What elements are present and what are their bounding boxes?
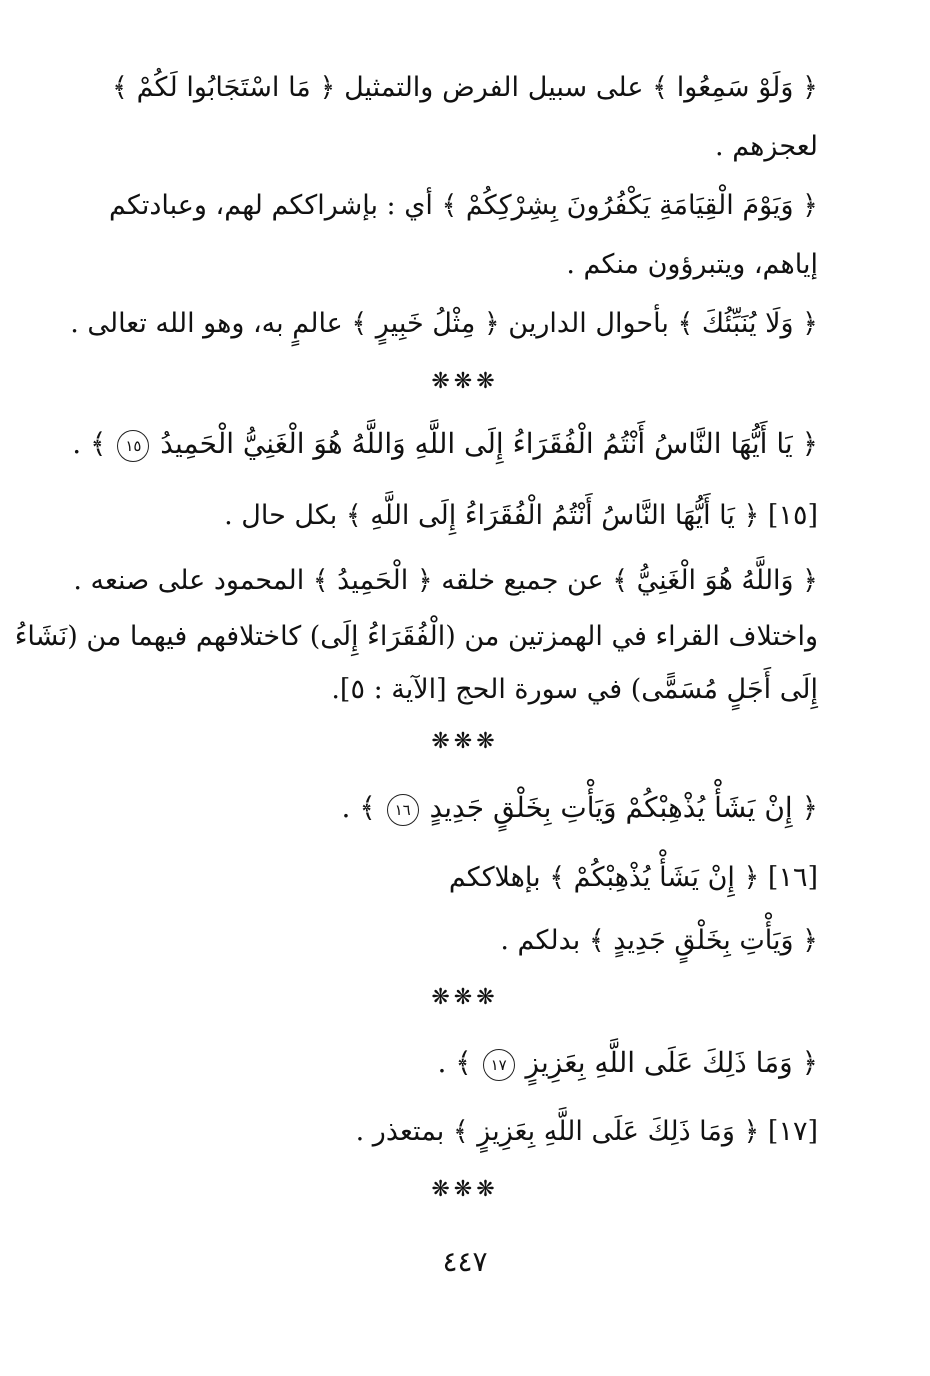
text-line-12: [١٦] ﴿ إِنْ يَشَأْ يُذْهِبْكُمْ ﴾ بإهلاككم (448, 862, 818, 893)
text-line-5: ﴿ وَلَا يُنَبِّئُكَ ﴾ بأحوال الدارين ﴿ مِثْلُ خَبِيرٍ ﴾ عالمٍ به، وهو الله تعالى . (70, 308, 818, 339)
ayah-number-marker: ١٦ (387, 794, 419, 826)
text-line-4: إياهم، ويتبرؤون منكم . (566, 249, 818, 280)
verse-close: ﴾ . (341, 791, 376, 824)
page-number: ٤٤٧ (442, 1245, 488, 1278)
text-line-13: ﴿ وَيَأْتِ بِخَلْقٍ جَدِيدٍ ﴾ بدلكم . (500, 925, 818, 956)
text-line-3: ﴿ وَيَوْمَ الْقِيَامَةِ يَكْفُرُونَ بِشِرْكِكُمْ ﴾ أي : بإشراككم لهم، وعبادتكم (109, 190, 818, 221)
section-separator: ❋❋❋ (431, 369, 499, 394)
verse-15-text: ﴿ يَا أَيُّهَا النَّاسُ أَنْتُمُ الْفُقَرَاءُ إِلَى اللَّهِ وَاللَّهُ هُوَ الْغَنِيُّ الْحَمِيدُ (160, 427, 818, 460)
text-line-15: [١٧] ﴿ وَمَا ذَلِكَ عَلَى اللَّهِ بِعَزِيزٍ ﴾ بمتعذر . (355, 1116, 818, 1147)
text-line-9: واختلاف القراء في الهمزتين من (الْفُقَرَاءُ إِلَى) كاختلافهم فيهما من (نَشَاءُ (14, 621, 818, 652)
verse-close: ﴾ . (72, 427, 107, 460)
section-separator: ❋❋❋ (431, 985, 499, 1010)
verse-15-heading (72, 424, 818, 464)
verse-16-text: ﴿ إِنْ يَشَأْ يُذْهِبْكُمْ وَيَأْتِ بِخَلْقٍ جَدِيدٍ (429, 791, 818, 824)
text-line-2: لعجزهم . (715, 131, 818, 162)
verse-17-heading (112, 1043, 818, 1083)
ayah-number-marker: ١٥ (117, 430, 149, 462)
text-line-8: ﴿ وَاللَّهُ هُوَ الْغَنِيُّ ﴾ عن جميع خلقه ﴿ الْحَمِيدُ ﴾ المحمود على صنعه . (73, 565, 818, 596)
section-separator: ❋❋❋ (431, 1177, 499, 1202)
section-separator: ❋❋❋ (431, 729, 499, 754)
verse-16-heading (112, 788, 818, 828)
verse-17-text: ﴿ وَمَا ذَلِكَ عَلَى اللَّهِ بِعَزِيزٍ (525, 1046, 818, 1079)
text-line-10: إِلَى أَجَلٍ مُسَمًّى) في سورة الحج [الآية : ٥]. (331, 674, 818, 705)
text-line-1: ﴿ وَلَوْ سَمِعُوا ﴾ على سبيل الفرض والتمثيل ﴿ مَا اسْتَجَابُوا لَكُمْ ﴾ (112, 72, 818, 103)
verse-close: ﴾ . (437, 1046, 472, 1079)
text-line-7: [١٥] ﴿ يَا أَيُّهَا النَّاسُ أَنْتُمُ الْفُقَرَاءُ إِلَى اللَّهِ ﴾ بكل حال . (224, 500, 818, 531)
ayah-number-marker: ١٧ (483, 1049, 515, 1081)
